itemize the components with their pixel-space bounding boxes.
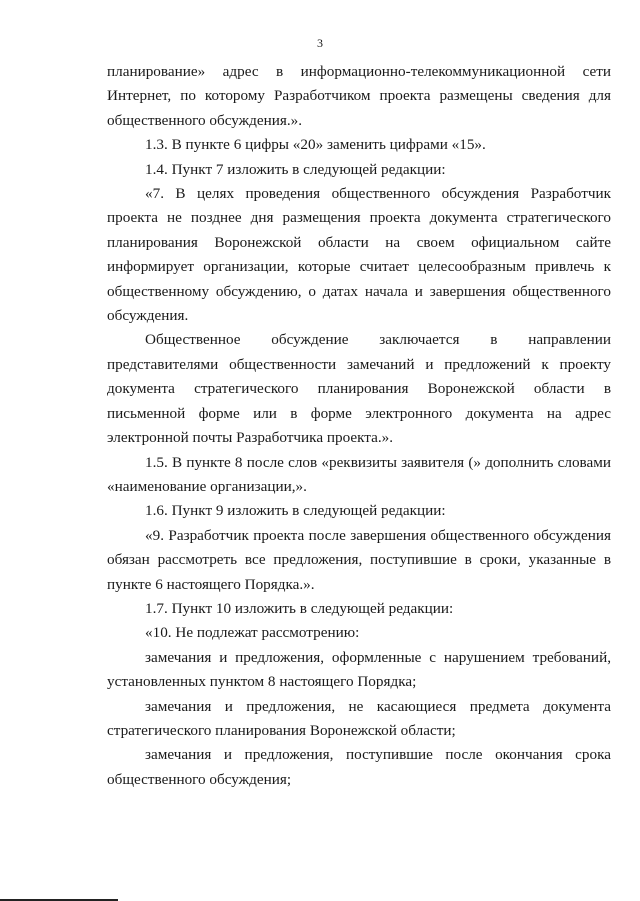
paragraph-1-4: 1.4. Пункт 7 изложить в следующей редакции: [145,160,446,178]
paragraph-continuation: планирование» адрес в информационно-телекоммуникационной сети Интернет, по которому Разработчиком проекта размещены сведения для общественного обсуждения.». [107,63,611,129]
paragraph-1-3: 1.3. В пункте 6 цифры «20» заменить цифрами «15». [145,136,486,154]
paragraph-remark-1: замечания и предложения, оформленные с нарушением требований, установленных пунктом 8 настоящего Порядка; [107,648,611,691]
paragraph-remark-2: замечания и предложения, не касающиеся предмета документа стратегического планирования Воронежской области; [107,697,611,739]
paragraph-1-6: 1.6. Пункт 9 изложить в следующей редакции: [145,502,446,520]
paragraph-public-discussion: Общественное обсуждение заключается в направлении представителями общественности замечаний и предложений к проекту документа стратегического планирования Воронежской области в письменной форме или в форме электронного документа на адрес электронной почты Разработчика проекта.». [107,331,611,447]
paragraph-point-9: «9. Разработчик проекта после завершения общественного обсуждения обязан рассмотреть все предложения, поступившие в сроки, указанные в пункте 6 настоящего Порядка.». [107,526,611,593]
paragraph-1-7: 1.7. Пункт 10 изложить в следующей редакции: [145,599,454,617]
paragraph-point-10: «10. Не подлежат рассмотрению: [145,624,360,642]
paragraph-point-7: «7. В целях проведения общественного обсуждения Разработчик проекта не позднее дня размещения проекта документа стратегического планирования Воронежской области на своем официальном сайте информирует организации, которые считает целесообразным привлечь к общественному обсуждению, о датах начала и завершения общественного обсуждения. [107,185,611,325]
document-body [107,60,611,792]
paragraph-remark-3: замечания и предложения, поступившие после окончания срока общественного обсуждения; [107,746,611,788]
page-number: 3 [317,36,323,50]
paragraph-1-5: 1.5. В пункте 8 после слов «реквизиты заявителя (» дополнить словами «наименование организации,». [107,453,611,495]
